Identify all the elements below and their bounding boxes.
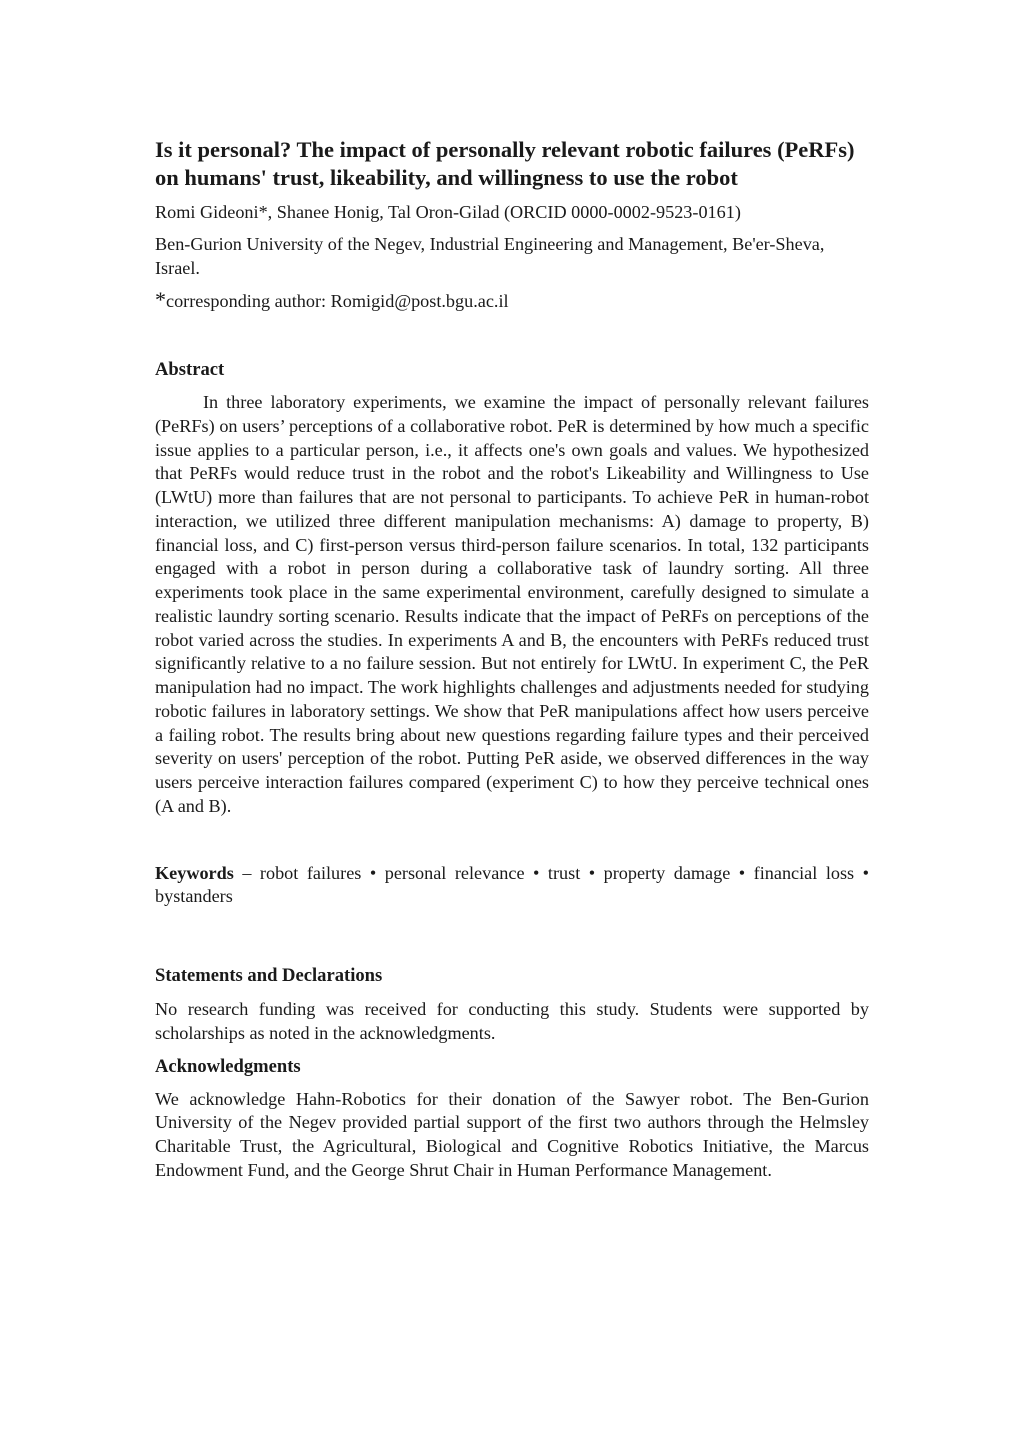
abstract-body: In three laboratory experiments, we examine the impact of personally relevant failures (PeRFs) on users’ perceptions of a collaborative robot. PeR is determined by how much a specific issue applies to a particular person, i.e., it affects one's own goals and values. We hypothesized that PeRFs would reduce trust in the robot and the robot's Likeability and Willingness to Use (LWtU) more than failures that are not personal to participants. To achieve PeR in human-robot interaction, we utilized three different manipulation mechanisms: A) damage to property, B) financial loss, and C) first-person versus third-person failure scenarios. In total, 132 participants engaged with a robot in person during a collaborative task of laundry sorting. All three experiments took place in the same experimental environment, carefully designed to simulate a realistic laundry sorting scenario. Results indicate that the impact of PeRFs on perceptions of the robot varied across the studies. In experiments A and B, the encounters with PeRFs reduced trust significantly relative to a no failure session. But not entirely for LWtU. In experiment C, the PeR manipulation had no impact. The work highlights challenges and adjustments needed for studying robotic failures in laboratory settings. We show that PeR manipulations affect how users perceive a failing robot. The results bring about new questions regarding failure types and their perceived severity on users' perception of the robot. Putting PeR aside, we observed differences in the way users perceive interaction failures compared (experiment C) to how they perceive technical ones (A and B). (155, 392, 869, 816)
paper-title: Is it personal? The impact of personally relevant robotic failures (PeRFs) on humans' trust, likeability, and willingness to use the robot (155, 137, 855, 190)
acknowledgments-body: We acknowledge Hahn-Robotics for their donation of the Sawyer robot. The Ben-Gurion University of the Negev provided partial support of the first two authors through the Helmsley Charitable Trust, the Agricultural, Biological and Cognitive Robotics Initiative, the Marcus Endowment Fund, and the George Shrut Chair in Human Performance Management. (155, 1088, 869, 1180)
acknowledgments-heading: Acknowledgments (155, 1055, 301, 1077)
keywords (155, 862, 869, 910)
statements-body: No research funding was received for conducting this study. Students were supported by scholarships as noted in the acknowledgments. (155, 999, 869, 1043)
corresponding-text: corresponding author: Romigid@post.bgu.ac.il (166, 291, 509, 311)
corresponding-author (155, 288, 869, 313)
keywords-list: – robot failures • personal relevance • trust • property damage • financial loss • bystanders (155, 862, 869, 907)
paper-page (155, 136, 869, 1183)
keywords-label: Keywords (155, 862, 234, 883)
abstract-heading: Abstract (155, 359, 225, 380)
asterisk: * (155, 287, 166, 312)
statements-heading: Statements and Declarations (155, 965, 383, 986)
author-list: Romi Gideoni*, Shanee Honig, Tal Oron-Gilad (ORCID 0000-0002-9523-0161) (155, 202, 741, 222)
affiliation: Ben-Gurion University of the Negev, Industrial Engineering and Management, Be'er-Sheva, Israel. (155, 234, 825, 278)
